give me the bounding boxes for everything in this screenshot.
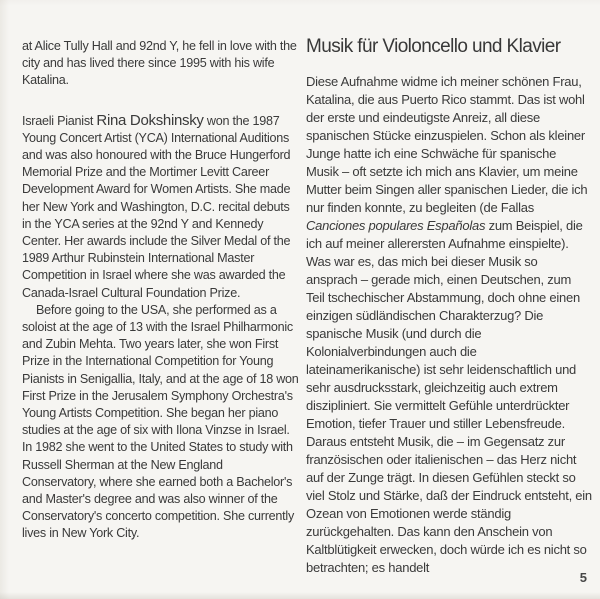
text-segment: won the 1987 Young Concert Artist (YCA) International Auditions and was also honoured with the Bruce Hungerford Memorial Prize and the Mortimer Levitt Career Development Award for Women Artists. She made her New York and Washington, D.C. recital debuts in the YCA series at the 92nd Y and Kennedy Center. Her awards include the Silver Medal of the 1989 Arthur Rubinstein International Master Competition in Israel where she was awarded the Canada-Israel Cultural Foundation Prize. <box>22 113 291 300</box>
paragraph <box>22 302 299 543</box>
text-segment: Canciones populares Españolas <box>306 218 486 233</box>
english-text-column <box>22 38 299 543</box>
paragraph <box>22 38 299 90</box>
text-segment: Israeli Pianist <box>22 113 97 128</box>
text-segment: Diese Aufnahme widme ich meiner schönen Frau, Katalina, die aus Puerto Rico stammt. Das ist wohl der erste und eindeutigste Anreiz, all diese spanischen Stücke einzuspielen. Schon als kleiner Junge hatte ich eine Schwäche für spanische Musik – oft setzte ich mich ans Klavier, um meine Mutter beim Singen aller spanischen Lieder, die ich nur finden konnte, zu begleiten (de Fallas <box>306 74 588 215</box>
text-segment: Rina Dokshinsky <box>96 111 204 129</box>
text-segment: at Alice Tully Hall and 92nd Y, he fell in love with the city and has lived there since 1995 with his wife Katalina. <box>22 39 297 88</box>
german-text-column <box>306 38 592 577</box>
section-title: Musik für Violoncello und Klavier <box>306 36 561 57</box>
paragraph <box>306 73 592 577</box>
text-segment: Before going to the USA, she performed as a soloist at the age of 13 with the Israel Philharmonic and Zubin Mehta. Two years later, she won First Prize in the International Competition for Young Pianists in Senigallia, Italy, and at the age of 18 won First Prize in the Jerusalem Symphony Orchestra's Young Artists Competition. She began her piano studies at the age of six with Ilona Vinzse in Israel. In 1982 she went to the United States to study with Russell Sherman at the New England Conservatory, where she earned both a Bachelor's and Master's degree and was also winner of the Conservatory's concerto competition. She currently lives in New York City. <box>22 302 299 541</box>
paragraph <box>22 112 299 302</box>
text-segment: zum Beispiel, die ich auf meiner allerersten Aufnahme einspielte). Was war es, das mich bei dieser Musik so ansprach – gerade mich, einen Deutschen, zum Teil tschechischer Abstammung, doch ohne einen einzigen südländischen Charakterzug? Die spanische Musik (und durch die Kolonialverbindungen auch die lateinamerikanische) ist sehr leidenschaftlich und sehr ausdrucksstark, gleichzeitig auch extrem diszipliniert. Sie vermittelt Gefühle unterdrückter Emotion, tiefer Trauer und stiller Lebensfreude. Daraus entsteht Musik, die – im Gegensatz zur französischen oder italienischen – das Herz nicht auf der Zunge trägt. In diesen Gefühlen steckt so viel Stolz und Stärke, daß der Eindruck entsteht, ein Ozean von Emotionen werde ständig zurückgehalten. Das kann den Anschein von Kaltblütigkeit erwecken, doch würde ich es nicht so betrachten; es handelt <box>306 218 592 575</box>
page-number: 5 <box>579 570 587 585</box>
german-paragraphs <box>306 73 592 577</box>
